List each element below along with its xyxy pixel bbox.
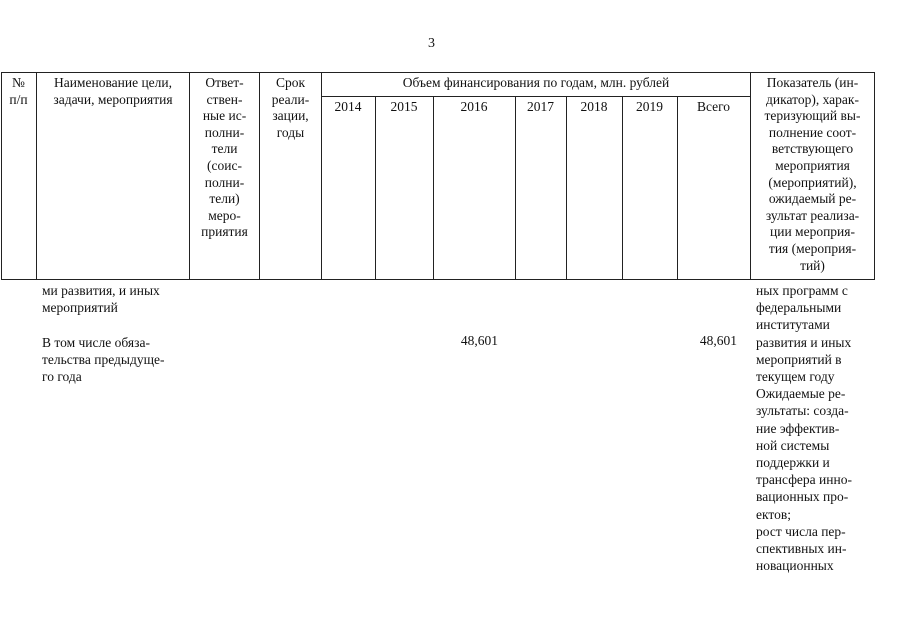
page-number: 3: [428, 36, 435, 51]
measure-name-obligations: В том числе обяза- тельства предыдуще- го года: [42, 335, 165, 385]
header-col-responsible: Ответ- ствен- ные ис- полни- тели (соис- полни- тели) меро- приятия: [201, 75, 248, 240]
indicator-text: ных программ с федеральными институтами развития и иных мероприятий в текущем году Ожидаемые ре- зультаты: созда- ние эффектив- ной системы поддержки и трансфера инно- вационных про- ектов; рост числа пер- спективных ин- новационных: [756, 283, 852, 574]
col-border-8: [566, 96, 567, 280]
header-col-name: Наименование цели, задачи, мероприятия: [53, 75, 173, 107]
header-year-2019: 2019: [636, 99, 663, 114]
measure-name-continued: ми развития, и иных мероприятий: [42, 283, 160, 316]
col-border-12: [874, 72, 875, 280]
col-border-9: [622, 96, 623, 280]
header-col-indicator: Показатель (ин- дикатор), харак- теризующий вы- полнение соот- ветствующего мероприятия (мероприятий), ожидаемый ре- зультат реализа- ции мероприя- тия (мероприя- тий): [764, 75, 861, 273]
col-border-10: [677, 96, 678, 280]
header-year-2018: 2018: [580, 99, 608, 114]
header-col-number: № п/п: [9, 75, 28, 107]
value-2016: 48,601: [460, 333, 498, 348]
header-year-2017: 2017: [527, 99, 554, 114]
header-year-2015: 2015: [390, 99, 418, 114]
years-row-border: [321, 96, 750, 97]
header-year-2014: 2014: [334, 99, 362, 114]
header-top-border: [1, 72, 874, 73]
col-border-5: [375, 96, 376, 280]
header-col-funding: Объем финансирования по годам, млн. рублей: [402, 75, 670, 90]
value-total: 48,601: [699, 333, 737, 348]
col-border-7: [515, 96, 516, 280]
header-year-total: Всего: [696, 99, 731, 114]
header-col-term: Срок реали- зации, годы: [271, 75, 310, 140]
col-border-6: [433, 96, 434, 280]
header-year-2016: 2016: [460, 99, 488, 114]
col-border-1: [36, 72, 37, 280]
header-bottom-border: [1, 279, 874, 280]
